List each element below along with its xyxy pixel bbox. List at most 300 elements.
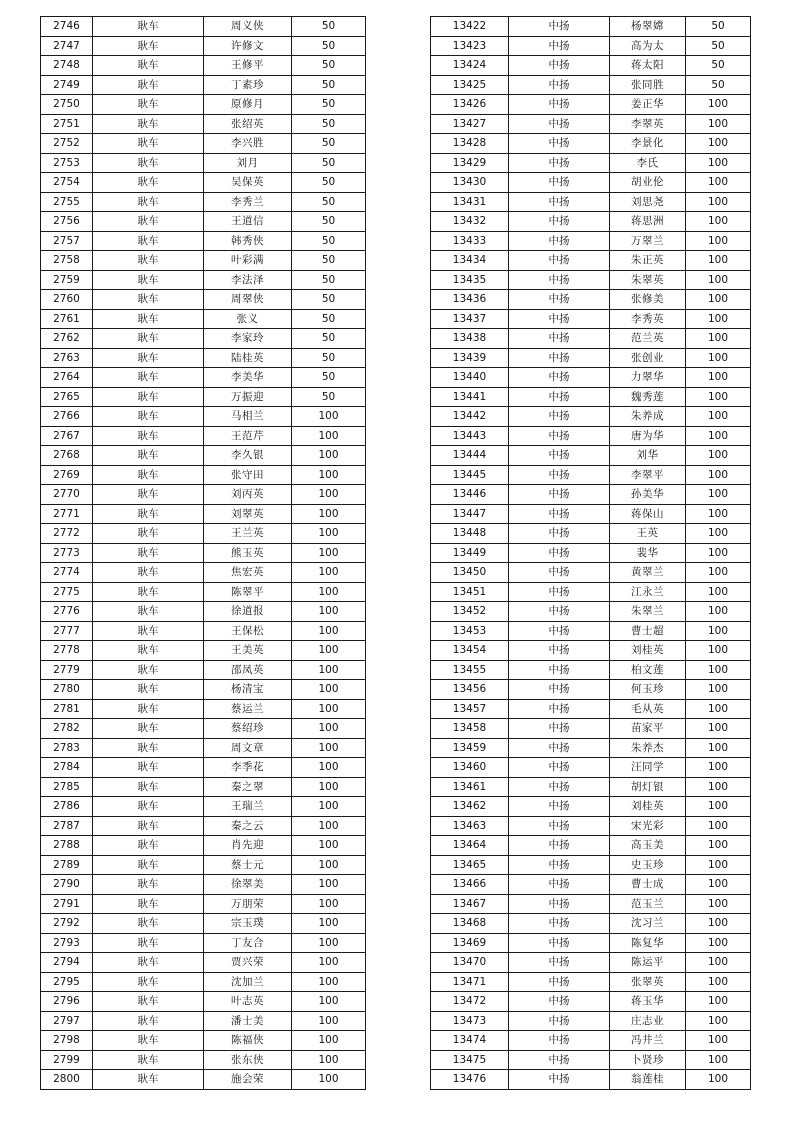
- amount-cell: 100: [292, 855, 366, 875]
- table-row: [431, 348, 751, 368]
- table-row: [41, 1070, 366, 1090]
- name-cell: 徐翠美: [204, 875, 292, 895]
- amount-cell: 100: [686, 465, 751, 485]
- amount-cell: 100: [686, 134, 751, 154]
- amount-cell: 100: [292, 485, 366, 505]
- table-row: [41, 368, 366, 388]
- town-cell: 中扬: [509, 504, 610, 524]
- serial-number-cell: 2772: [41, 524, 93, 544]
- town-cell: 耿车: [93, 972, 204, 992]
- town-cell: 中扬: [509, 212, 610, 232]
- town-cell: 中扬: [509, 173, 610, 193]
- name-cell: 力翠华: [610, 368, 686, 388]
- town-cell: 耿车: [93, 348, 204, 368]
- town-cell: 耿车: [93, 582, 204, 602]
- town-cell: 中扬: [509, 251, 610, 271]
- serial-number-cell: 2755: [41, 192, 93, 212]
- town-cell: 耿车: [93, 36, 204, 56]
- name-cell: 冯井兰: [610, 1031, 686, 1051]
- amount-cell: 50: [292, 56, 366, 76]
- amount-cell: 100: [292, 1070, 366, 1090]
- amount-cell: 50: [292, 251, 366, 271]
- serial-number-cell: 2791: [41, 894, 93, 914]
- serial-number-cell: 2770: [41, 485, 93, 505]
- table-row: [41, 621, 366, 641]
- name-cell: 江永兰: [610, 582, 686, 602]
- serial-number-cell: 2760: [41, 290, 93, 310]
- town-cell: 耿车: [93, 1031, 204, 1051]
- town-cell: 中扬: [509, 621, 610, 641]
- name-cell: 李翠英: [610, 114, 686, 134]
- amount-cell: 100: [686, 173, 751, 193]
- town-cell: 耿车: [93, 719, 204, 739]
- name-cell: 李景化: [610, 134, 686, 154]
- table-row: [431, 738, 751, 758]
- serial-number-cell: 13449: [431, 543, 509, 563]
- amount-cell: 50: [292, 290, 366, 310]
- table-row: [41, 855, 366, 875]
- name-cell: 王瑞兰: [204, 797, 292, 817]
- amount-cell: 100: [686, 992, 751, 1012]
- amount-cell: 100: [292, 621, 366, 641]
- amount-cell: 50: [292, 309, 366, 329]
- serial-number-cell: 2769: [41, 465, 93, 485]
- amount-cell: 100: [292, 933, 366, 953]
- town-cell: 耿车: [93, 368, 204, 388]
- amount-cell: 100: [686, 543, 751, 563]
- town-cell: 耿车: [93, 251, 204, 271]
- town-cell: 耿车: [93, 894, 204, 914]
- table-row: [41, 543, 366, 563]
- table-row: [41, 212, 366, 232]
- amount-cell: 100: [686, 270, 751, 290]
- table-row: [431, 153, 751, 173]
- town-cell: 中扬: [509, 290, 610, 310]
- amount-cell: 100: [686, 855, 751, 875]
- table-row: [41, 680, 366, 700]
- serial-number-cell: 2780: [41, 680, 93, 700]
- table-row: [41, 563, 366, 583]
- name-cell: 陈翠平: [204, 582, 292, 602]
- town-cell: 耿车: [93, 173, 204, 193]
- table-row: [41, 816, 366, 836]
- town-cell: 中扬: [509, 563, 610, 583]
- serial-number-cell: 13465: [431, 855, 509, 875]
- name-cell: 王范芹: [204, 426, 292, 446]
- table-row: [431, 933, 751, 953]
- town-cell: 中扬: [509, 933, 610, 953]
- amount-cell: 50: [292, 17, 366, 37]
- serial-number-cell: 13445: [431, 465, 509, 485]
- serial-number-cell: 2799: [41, 1050, 93, 1070]
- table-row: [431, 270, 751, 290]
- amount-cell: 100: [686, 953, 751, 973]
- name-cell: 范兰英: [610, 329, 686, 349]
- amount-cell: 100: [686, 368, 751, 388]
- table-row: [41, 114, 366, 134]
- name-cell: 李法泽: [204, 270, 292, 290]
- table-row: [431, 894, 751, 914]
- amount-cell: 100: [686, 699, 751, 719]
- table-row: [431, 602, 751, 622]
- serial-number-cell: 13469: [431, 933, 509, 953]
- amount-cell: 100: [292, 797, 366, 817]
- amount-cell: 50: [686, 36, 751, 56]
- name-cell: 高玉美: [610, 836, 686, 856]
- name-cell: 王英: [610, 524, 686, 544]
- table-row: [431, 329, 751, 349]
- amount-cell: 100: [686, 582, 751, 602]
- amount-cell: 100: [686, 348, 751, 368]
- name-cell: 丁友合: [204, 933, 292, 953]
- name-cell: 陈复华: [610, 933, 686, 953]
- amount-cell: 50: [292, 153, 366, 173]
- amount-cell: 100: [686, 231, 751, 251]
- town-cell: 中扬: [509, 1011, 610, 1031]
- town-cell: 中扬: [509, 485, 610, 505]
- serial-number-cell: 13468: [431, 914, 509, 934]
- name-cell: 熊玉英: [204, 543, 292, 563]
- serial-number-cell: 13450: [431, 563, 509, 583]
- serial-number-cell: 13446: [431, 485, 509, 505]
- town-cell: 耿车: [93, 95, 204, 115]
- amount-cell: 100: [292, 758, 366, 778]
- table-row: [41, 134, 366, 154]
- name-cell: 周文章: [204, 738, 292, 758]
- serial-number-cell: 13461: [431, 777, 509, 797]
- table-row: [431, 75, 751, 95]
- town-cell: 耿车: [93, 17, 204, 37]
- name-cell: 沈加兰: [204, 972, 292, 992]
- table-row: [431, 114, 751, 134]
- town-cell: 中扬: [509, 446, 610, 466]
- serial-number-cell: 2757: [41, 231, 93, 251]
- town-cell: 中扬: [509, 270, 610, 290]
- name-cell: 刘桂英: [610, 797, 686, 817]
- name-cell: 翁莲桂: [610, 1070, 686, 1090]
- amount-cell: 100: [686, 758, 751, 778]
- table-row: [431, 192, 751, 212]
- name-cell: 高为太: [610, 36, 686, 56]
- serial-number-cell: 2786: [41, 797, 93, 817]
- table-row: [41, 192, 366, 212]
- serial-number-cell: 2773: [41, 543, 93, 563]
- amount-cell: 50: [292, 95, 366, 115]
- name-cell: 杨清宝: [204, 680, 292, 700]
- town-cell: 中扬: [509, 894, 610, 914]
- amount-cell: 100: [292, 602, 366, 622]
- table-row: [431, 524, 751, 544]
- name-cell: 宗玉璞: [204, 914, 292, 934]
- amount-cell: 100: [686, 95, 751, 115]
- amount-cell: 100: [686, 836, 751, 856]
- right-roster-body: [431, 17, 751, 1090]
- table-row: [431, 212, 751, 232]
- serial-number-cell: 13438: [431, 329, 509, 349]
- table-row: [41, 465, 366, 485]
- town-cell: 中扬: [509, 680, 610, 700]
- town-cell: 中扬: [509, 36, 610, 56]
- table-row: [431, 407, 751, 427]
- town-cell: 耿车: [93, 309, 204, 329]
- table-row: [41, 56, 366, 76]
- town-cell: 耿车: [93, 153, 204, 173]
- serial-number-cell: 2751: [41, 114, 93, 134]
- amount-cell: 100: [686, 192, 751, 212]
- town-cell: 中扬: [509, 816, 610, 836]
- amount-cell: 100: [292, 894, 366, 914]
- amount-cell: 100: [686, 1011, 751, 1031]
- amount-cell: 50: [686, 75, 751, 95]
- name-cell: 孙美华: [610, 485, 686, 505]
- amount-cell: 100: [686, 485, 751, 505]
- serial-number-cell: 13452: [431, 602, 509, 622]
- serial-number-cell: 13444: [431, 446, 509, 466]
- serial-number-cell: 13451: [431, 582, 509, 602]
- serial-number-cell: 13474: [431, 1031, 509, 1051]
- table-row: [431, 1050, 751, 1070]
- table-row: [41, 1031, 366, 1051]
- name-cell: 史玉珍: [610, 855, 686, 875]
- amount-cell: 100: [686, 387, 751, 407]
- serial-number-cell: 13436: [431, 290, 509, 310]
- serial-number-cell: 2797: [41, 1011, 93, 1031]
- table-row: [41, 777, 366, 797]
- amount-cell: 100: [686, 894, 751, 914]
- amount-cell: 100: [686, 309, 751, 329]
- serial-number-cell: 2754: [41, 173, 93, 193]
- town-cell: 耿车: [93, 134, 204, 154]
- town-cell: 中扬: [509, 972, 610, 992]
- name-cell: 肖先迎: [204, 836, 292, 856]
- serial-number-cell: 2748: [41, 56, 93, 76]
- table-row: [41, 270, 366, 290]
- name-cell: 刘月: [204, 153, 292, 173]
- table-row: [431, 1031, 751, 1051]
- name-cell: 万振迎: [204, 387, 292, 407]
- name-cell: 柏文莲: [610, 660, 686, 680]
- table-row: [41, 972, 366, 992]
- town-cell: 耿车: [93, 621, 204, 641]
- amount-cell: 100: [292, 641, 366, 661]
- table-row: [431, 621, 751, 641]
- name-cell: 韩秀侠: [204, 231, 292, 251]
- name-cell: 朱养杰: [610, 738, 686, 758]
- town-cell: 耿车: [93, 836, 204, 856]
- name-cell: 裴华: [610, 543, 686, 563]
- amount-cell: 100: [686, 114, 751, 134]
- town-cell: 耿车: [93, 933, 204, 953]
- serial-number-cell: 13453: [431, 621, 509, 641]
- serial-number-cell: 13428: [431, 134, 509, 154]
- serial-number-cell: 2792: [41, 914, 93, 934]
- town-cell: 中扬: [509, 797, 610, 817]
- name-cell: 宋光彩: [610, 816, 686, 836]
- table-row: [431, 777, 751, 797]
- name-cell: 叶志英: [204, 992, 292, 1012]
- serial-number-cell: 2775: [41, 582, 93, 602]
- name-cell: 蔡绍珍: [204, 719, 292, 739]
- amount-cell: 100: [292, 738, 366, 758]
- town-cell: 耿车: [93, 543, 204, 563]
- amount-cell: 50: [292, 75, 366, 95]
- amount-cell: 100: [686, 329, 751, 349]
- name-cell: 汪同学: [610, 758, 686, 778]
- amount-cell: 50: [292, 134, 366, 154]
- town-cell: 中扬: [509, 699, 610, 719]
- serial-number-cell: 2777: [41, 621, 93, 641]
- serial-number-cell: 2753: [41, 153, 93, 173]
- name-cell: 王道信: [204, 212, 292, 232]
- serial-number-cell: 13426: [431, 95, 509, 115]
- name-cell: 原修月: [204, 95, 292, 115]
- amount-cell: 100: [686, 797, 751, 817]
- name-cell: 陈福侠: [204, 1031, 292, 1051]
- amount-cell: 100: [292, 953, 366, 973]
- name-cell: 张守田: [204, 465, 292, 485]
- serial-number-cell: 2756: [41, 212, 93, 232]
- name-cell: 刘翠英: [204, 504, 292, 524]
- amount-cell: 50: [686, 17, 751, 37]
- table-row: [41, 290, 366, 310]
- town-cell: 耿车: [93, 75, 204, 95]
- amount-cell: 100: [292, 543, 366, 563]
- amount-cell: 100: [686, 719, 751, 739]
- amount-cell: 100: [292, 972, 366, 992]
- amount-cell: 50: [292, 114, 366, 134]
- table-row: [41, 1050, 366, 1070]
- town-cell: 耿车: [93, 56, 204, 76]
- town-cell: 中扬: [509, 329, 610, 349]
- town-cell: 耿车: [93, 270, 204, 290]
- table-row: [41, 309, 366, 329]
- table-row: [431, 426, 751, 446]
- table-row: [41, 329, 366, 349]
- name-cell: 万翠兰: [610, 231, 686, 251]
- town-cell: 耿车: [93, 777, 204, 797]
- serial-number-cell: 2766: [41, 407, 93, 427]
- serial-number-cell: 13473: [431, 1011, 509, 1031]
- table-row: [431, 836, 751, 856]
- town-cell: 耿车: [93, 485, 204, 505]
- serial-number-cell: 2762: [41, 329, 93, 349]
- name-cell: 朱养成: [610, 407, 686, 427]
- serial-number-cell: 2776: [41, 602, 93, 622]
- serial-number-cell: 2765: [41, 387, 93, 407]
- name-cell: 张绍英: [204, 114, 292, 134]
- name-cell: 李季花: [204, 758, 292, 778]
- serial-number-cell: 13423: [431, 36, 509, 56]
- table-row: [41, 875, 366, 895]
- serial-number-cell: 13464: [431, 836, 509, 856]
- amount-cell: 50: [292, 329, 366, 349]
- name-cell: 万朋荣: [204, 894, 292, 914]
- town-cell: 中扬: [509, 1050, 610, 1070]
- amount-cell: 100: [292, 777, 366, 797]
- table-row: [431, 582, 751, 602]
- amount-cell: 100: [686, 680, 751, 700]
- serial-number-cell: 2783: [41, 738, 93, 758]
- serial-number-cell: 13463: [431, 816, 509, 836]
- amount-cell: 100: [686, 621, 751, 641]
- table-row: [431, 231, 751, 251]
- amount-cell: 100: [686, 1050, 751, 1070]
- serial-number-cell: 2785: [41, 777, 93, 797]
- name-cell: 杨翠嫦: [610, 17, 686, 37]
- serial-number-cell: 13422: [431, 17, 509, 37]
- serial-number-cell: 2747: [41, 36, 93, 56]
- name-cell: 卜贤珍: [610, 1050, 686, 1070]
- amount-cell: 50: [292, 387, 366, 407]
- table-row: [41, 1011, 366, 1031]
- name-cell: 徐道报: [204, 602, 292, 622]
- town-cell: 中扬: [509, 719, 610, 739]
- amount-cell: 100: [292, 875, 366, 895]
- table-row: [431, 797, 751, 817]
- serial-number-cell: 13456: [431, 680, 509, 700]
- amount-cell: 100: [292, 680, 366, 700]
- amount-cell: 100: [686, 563, 751, 583]
- name-cell: 黄翠兰: [610, 563, 686, 583]
- serial-number-cell: 2779: [41, 660, 93, 680]
- town-cell: 耿车: [93, 387, 204, 407]
- name-cell: 施会荣: [204, 1070, 292, 1090]
- amount-cell: 100: [292, 465, 366, 485]
- table-row: [41, 407, 366, 427]
- name-cell: 魏秀莲: [610, 387, 686, 407]
- town-cell: 中扬: [509, 309, 610, 329]
- town-cell: 耿车: [93, 563, 204, 583]
- name-cell: 王美英: [204, 641, 292, 661]
- table-row: [431, 134, 751, 154]
- table-row: [41, 758, 366, 778]
- amount-cell: 50: [292, 231, 366, 251]
- town-cell: 耿车: [93, 465, 204, 485]
- name-cell: 胡灯银: [610, 777, 686, 797]
- serial-number-cell: 13459: [431, 738, 509, 758]
- town-cell: 中扬: [509, 836, 610, 856]
- serial-number-cell: 2767: [41, 426, 93, 446]
- table-row: [431, 465, 751, 485]
- name-cell: 李家玲: [204, 329, 292, 349]
- amount-cell: 100: [686, 407, 751, 427]
- name-cell: 潘士美: [204, 1011, 292, 1031]
- town-cell: 耿车: [93, 953, 204, 973]
- serial-number-cell: 13425: [431, 75, 509, 95]
- table-row: [41, 231, 366, 251]
- name-cell: 丁素珍: [204, 75, 292, 95]
- table-row: [41, 992, 366, 1012]
- name-cell: 张创业: [610, 348, 686, 368]
- amount-cell: 100: [686, 504, 751, 524]
- serial-number-cell: 2750: [41, 95, 93, 115]
- town-cell: 耿车: [93, 660, 204, 680]
- table-row: [41, 582, 366, 602]
- table-row: [431, 914, 751, 934]
- town-cell: 中扬: [509, 1031, 610, 1051]
- town-cell: 中扬: [509, 914, 610, 934]
- table-row: [431, 641, 751, 661]
- name-cell: 胡业伦: [610, 173, 686, 193]
- town-cell: 耿车: [93, 680, 204, 700]
- town-cell: 中扬: [509, 134, 610, 154]
- name-cell: 刘华: [610, 446, 686, 466]
- table-row: [431, 1011, 751, 1031]
- table-row: [431, 368, 751, 388]
- name-cell: 叶彩满: [204, 251, 292, 271]
- serial-number-cell: 13432: [431, 212, 509, 232]
- town-cell: 中扬: [509, 524, 610, 544]
